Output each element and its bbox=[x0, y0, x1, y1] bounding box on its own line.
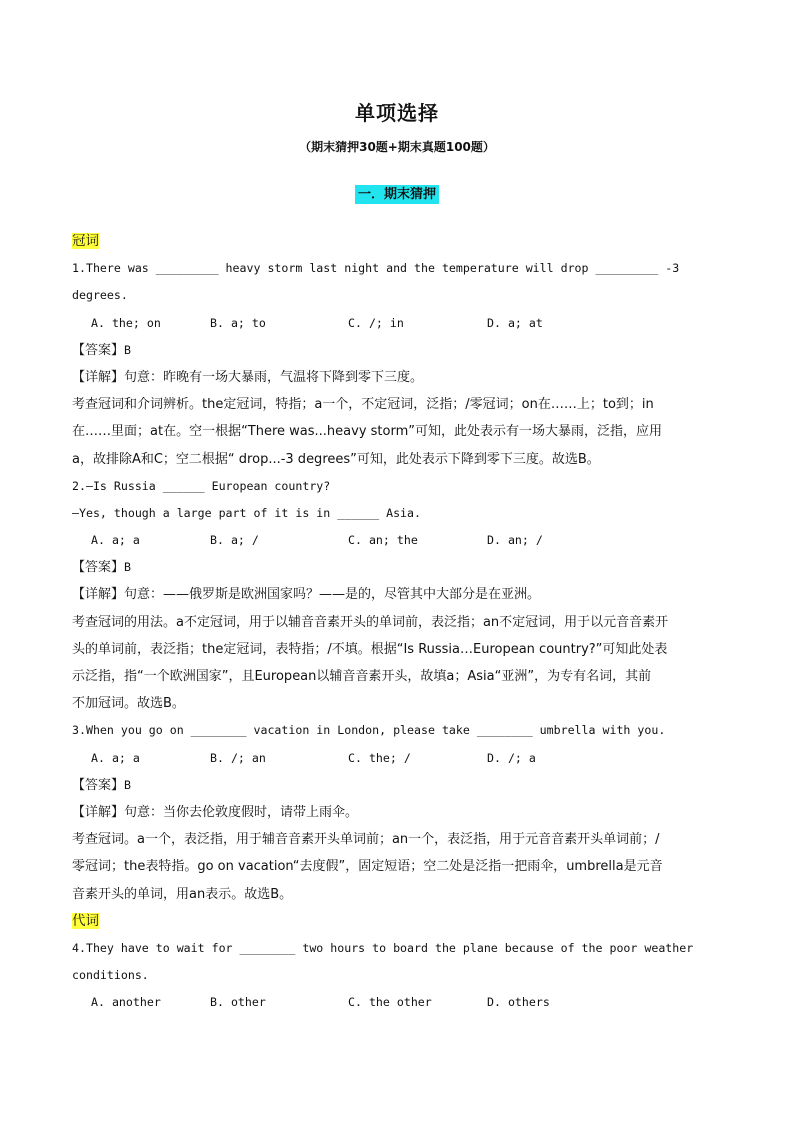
option-c: C. the; / bbox=[348, 750, 411, 765]
section-heading-label: 一．期末猜押 bbox=[355, 185, 439, 204]
question-3-answer bbox=[72, 772, 722, 799]
detail-tag: 【详解】 bbox=[72, 804, 125, 820]
question-2-stem: 2.—Is Russia ______ European country? bbox=[72, 478, 331, 493]
question-2-detail bbox=[72, 581, 722, 608]
explanation-line: 考查冠词和介词辨析。the定冠词，特指；a一个，不定冠词，泛指；/零冠词；on在……上；to到；in bbox=[72, 397, 654, 413]
explanation-line: 考查冠词的用法。a不定冠词，用于以辅音音素开头的单词前，表泛指；an不定冠词，用于以元音音素开 bbox=[72, 614, 669, 630]
question-3-detail bbox=[72, 799, 722, 826]
option-c: C. the other bbox=[348, 995, 432, 1010]
option-b: B. a; to bbox=[210, 315, 266, 330]
question-list bbox=[72, 228, 722, 1016]
answer-tag: 【答案】 bbox=[72, 777, 125, 793]
question-2-options bbox=[72, 527, 722, 554]
detail-tag: 【详解】 bbox=[72, 587, 125, 603]
section-heading bbox=[0, 183, 794, 202]
option-d: D. /; a bbox=[487, 750, 536, 765]
category-label-article: 冠词 bbox=[72, 233, 99, 249]
option-a: A. a; a bbox=[91, 750, 140, 765]
explanation-line: 音素开头的单词，用an表示。故选B。 bbox=[72, 886, 293, 902]
explanation-line: 零冠词；the表特指。go on vacation“去度假”，固定短语；空二处是泛指一把雨伞，umbrella是元音 bbox=[72, 859, 663, 875]
page-subtitle: （期末猜押30题+期末真题100题） bbox=[299, 140, 495, 154]
page-title: 单项选择 bbox=[355, 101, 439, 125]
question-3-stem: 3.When you go on ________ vacation in London, please take ________ umbrella with you. bbox=[72, 723, 666, 738]
option-a: A. another bbox=[91, 995, 161, 1010]
detail-tag: 【详解】 bbox=[72, 369, 125, 385]
option-b: B. /; an bbox=[210, 750, 266, 765]
detail-text: 句意：昨晚有一场大暴雨，气温将下降到零下三度。 bbox=[124, 369, 424, 385]
answer-tag: 【答案】 bbox=[72, 342, 125, 358]
option-d: D. an; / bbox=[487, 533, 543, 548]
answer-value: B bbox=[124, 342, 131, 357]
question-2-answer bbox=[72, 554, 722, 581]
question-4-options bbox=[72, 989, 722, 1016]
option-c: C. /; in bbox=[348, 315, 404, 330]
question-1-stem: 1.There was _________ heavy storm last night and the temperature will drop _________ -3 bbox=[72, 261, 680, 276]
answer-value: B bbox=[124, 560, 131, 575]
category-label-pronoun: 代词 bbox=[72, 912, 99, 929]
option-b: B. a; / bbox=[210, 533, 259, 548]
option-d: D. a; at bbox=[487, 315, 543, 330]
detail-text: 句意：——俄罗斯是欧洲国家吗？——是的，尽管其中大部分是在亚洲。 bbox=[124, 587, 541, 603]
explanation-line: 头的单词前，表泛指；the定冠词，表特指；/不填。根据“Is Russia…European country?”可知此处表 bbox=[72, 641, 668, 657]
detail-text: 句意：当你去伦敦度假时，请带上雨伞。 bbox=[124, 804, 359, 820]
explanation-line: 考查冠词。a一个，表泛指，用于辅音音素开头单词前；an一个，表泛指，用于元音音素开头单词前；/ bbox=[72, 832, 660, 848]
explanation-line: 在……里面；at在。空一根据“There was...heavy storm”可知，此处表示有一场大暴雨，泛指，应用 bbox=[72, 424, 662, 440]
explanation-line: a，故排除A和C；空二根据“ drop...-3 degrees”可知，此处表示下降到零下三度。故选B。 bbox=[72, 451, 600, 467]
question-2-stem-cont: —Yes, though a large part of it is in ______ Asia. bbox=[72, 505, 422, 520]
answer-tag: 【答案】 bbox=[72, 560, 125, 576]
question-3-options bbox=[72, 745, 722, 772]
question-1-answer bbox=[72, 337, 722, 364]
explanation-line: 不加冠词。故选B。 bbox=[72, 696, 185, 712]
question-4-stem: 4.They have to wait for ________ two hours to board the plane because of the poor weather bbox=[72, 940, 694, 955]
option-c: C. an; the bbox=[348, 533, 418, 548]
option-b: B. other bbox=[210, 995, 266, 1010]
explanation-line: 示泛指，指“一个欧洲国家”，且European以辅音音素开头，故填a；Asia“亚洲”，为专有名词，其前 bbox=[72, 669, 652, 684]
option-d: D. others bbox=[487, 995, 550, 1010]
question-4-stem-cont: conditions. bbox=[72, 968, 149, 983]
question-1-options bbox=[72, 310, 722, 337]
question-1-detail bbox=[72, 364, 722, 391]
question-1-stem-cont: degrees. bbox=[72, 288, 128, 303]
option-a: A. a; a bbox=[91, 533, 140, 548]
answer-value: B bbox=[124, 777, 131, 792]
option-a: A. the; on bbox=[91, 315, 161, 330]
